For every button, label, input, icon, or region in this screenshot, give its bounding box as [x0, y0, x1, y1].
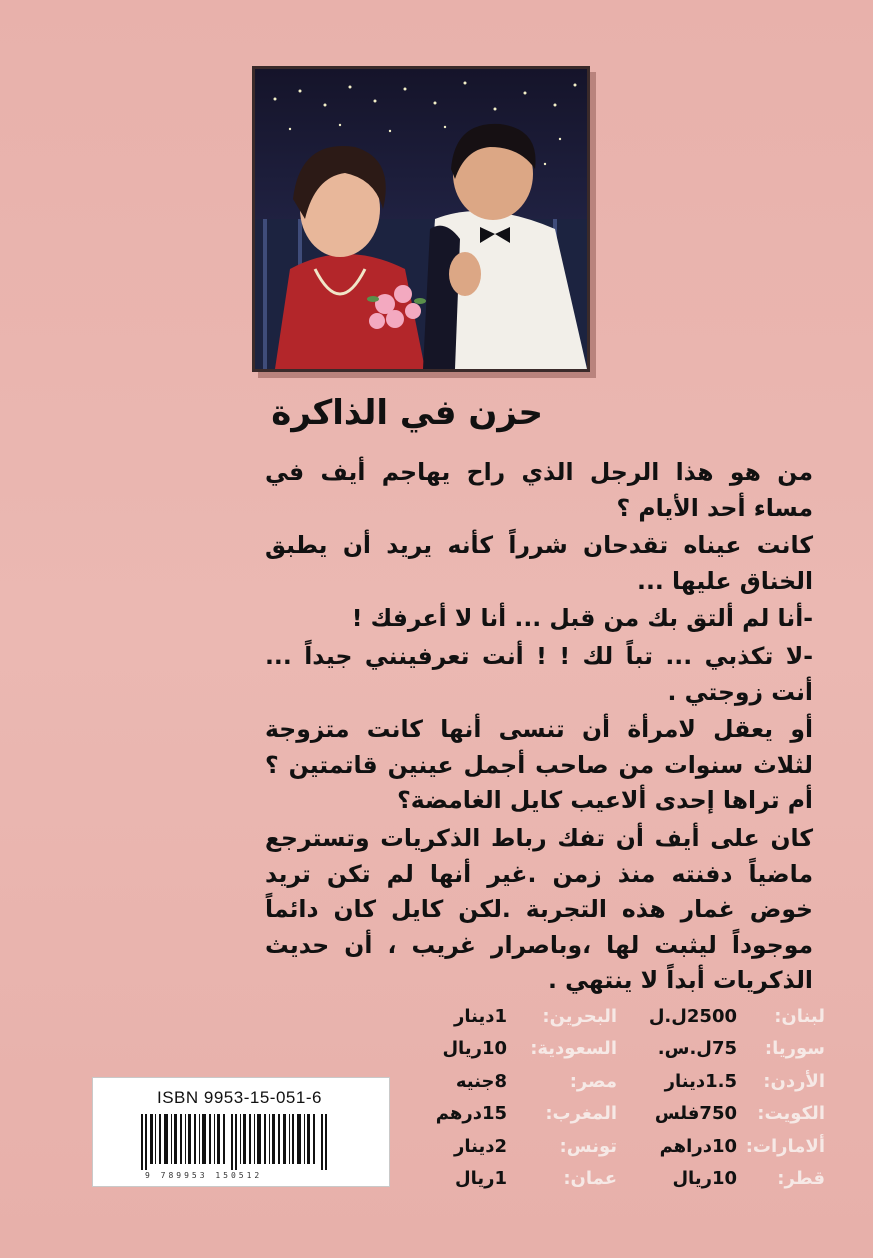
isbn-barcode	[92, 1077, 390, 1187]
price-value: 10دراهم	[659, 1135, 737, 1157]
book-title: حزن في الذاكرة	[271, 393, 543, 433]
price-row	[405, 1098, 825, 1131]
price-list	[405, 1000, 825, 1198]
blurb-paragraph: كان على أيف أن تفك رباط الذكريات وتسترجع ماضياً دفنته منذ زمن .غير أنها لم تكن تريد خوض غمار هذه التجربة .لكن كايل كان دائماً موجوداً ليثبت لها ،وباصرار غريب ، أن حديث الذكريات أبداً لا ينتهي .	[265, 823, 813, 995]
couple-illustration	[255, 69, 587, 369]
blurb-paragraph: من هو هذا الرجل الذي راح يهاجم أيف في مساء أحد الأيام ؟	[265, 458, 813, 522]
cover-illustration	[252, 66, 590, 372]
blurb-paragraph: أو يعقل لامرأة أن تنسى أنها كانت متزوجة لثلاث سنوات من صاحب أجمل عينين قاتمتين ؟ أم تراها إحدى ألاعيب كايل الغامضة؟	[265, 715, 813, 815]
price-value: 1ريال	[454, 1168, 507, 1190]
price-value: 750فلس	[654, 1103, 737, 1125]
country-name: لبنان:	[774, 1005, 825, 1027]
book-blurb	[265, 455, 813, 1001]
price-value: 1.5دينار	[664, 1070, 737, 1092]
price-value: 10ريال	[442, 1038, 507, 1060]
blurb-paragraph: كانت عيناه تقدحان شرراً كأنه يريد أن يطبق الخناق عليها ...	[265, 531, 813, 595]
country-name: الكويت:	[757, 1103, 825, 1125]
barcode-digits: 9 789953 150512	[145, 1171, 263, 1180]
price-value: 15درهم	[435, 1103, 507, 1125]
price-value: 2دينار	[454, 1135, 507, 1157]
country-name: عمان:	[563, 1168, 617, 1190]
barcode-icon	[141, 1114, 341, 1170]
blurb-paragraph: -أنا لم ألتق بك من قبل ... أنا لا أعرفك !	[351, 604, 813, 633]
country-name: سوريا:	[764, 1038, 825, 1060]
price-value: 2500ل.ل	[648, 1005, 737, 1027]
price-row	[405, 1000, 825, 1033]
country-name: قطر:	[777, 1168, 825, 1190]
price-value: 8جنيه	[455, 1070, 507, 1092]
blurb-paragraph: -لا تكذبي ... تباً لك ! ! أنت تعرفينني جيداً ... أنت زوجتي .	[265, 641, 813, 706]
country-name: السعودية:	[530, 1038, 617, 1060]
price-row	[405, 1130, 825, 1163]
country-name: الأردن:	[763, 1070, 825, 1092]
country-name: البحرين:	[542, 1005, 617, 1027]
country-name: مصر:	[569, 1070, 617, 1092]
country-name: المغرب:	[545, 1103, 617, 1125]
price-value: 10ريال	[672, 1168, 737, 1190]
country-name: ألامارات:	[745, 1135, 825, 1157]
price-row	[405, 1163, 825, 1196]
country-name: تونس:	[559, 1135, 617, 1157]
price-value: 1دينار	[454, 1005, 507, 1027]
price-row	[405, 1033, 825, 1066]
isbn-number: ISBN 9953-15-051-6	[157, 1088, 322, 1107]
price-row	[405, 1065, 825, 1098]
price-value: 75ل.س.	[657, 1038, 737, 1060]
